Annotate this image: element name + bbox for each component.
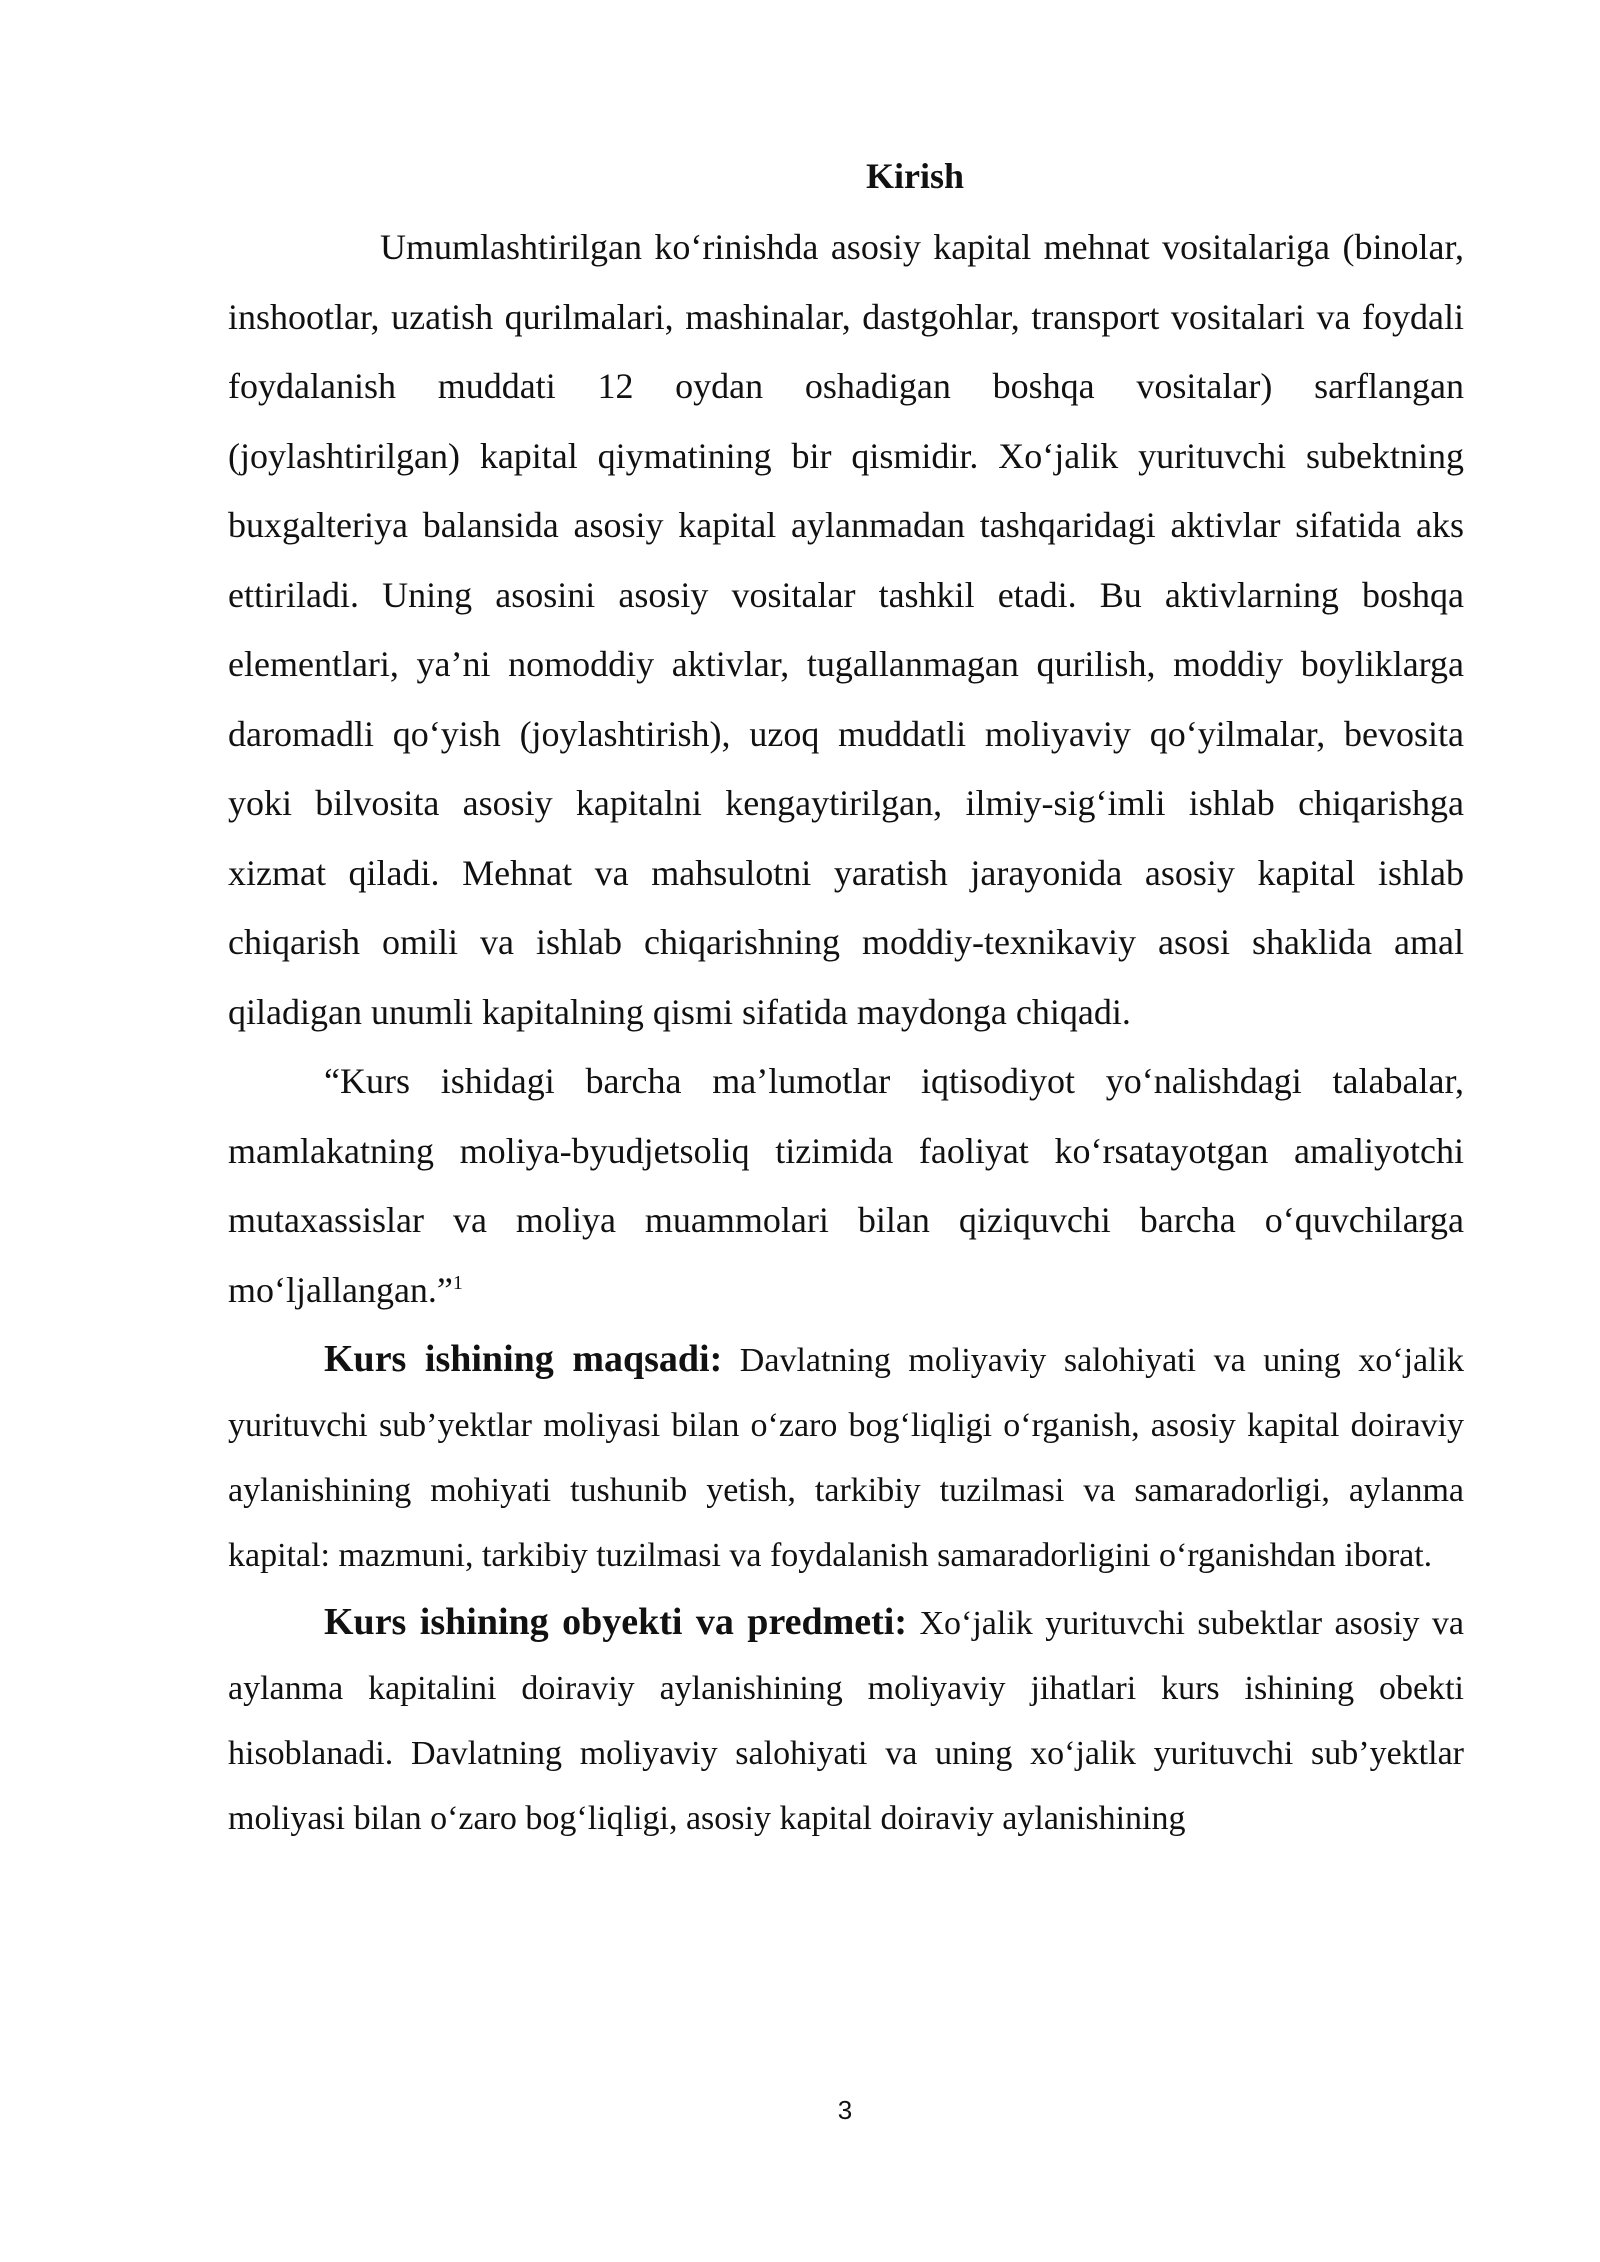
course-goal-text: Davlatning moliyaviy salohiyati va uning xoʻjalik yurituvchi sub’yektlar moliyasi bilan oʻzaro bogʻliqligi oʻrganish, asosiy kapital doiraviy aylanishining mohiyati tushunib yetish, tarkibiy tuzilmasi va samaradorligi, aylanma kapital: mazmuni, tarkibiy tuzilmasi va foydalanish samaradorligini oʻrganishdan iborat. <box>228 1342 1465 1574</box>
course-object-text: Xoʻjalik yurituvchi subektlar asosiy va aylanma kapitalini doiraviy aylanishining moliyaviy jihatlari kurs ishining obekti hisoblanadi. Davlatning moliyaviy salohiyati va uning xoʻjalik yurituvchi sub’yektlar moliyasi bilan oʻzaro bogʻliqligi, asosiy kapital doiraviy aylanishining <box>228 1605 1464 1837</box>
footnote-marker: 1 <box>452 1271 463 1294</box>
paragraph-course-object <box>228 1590 1464 1851</box>
paragraph-course-goal <box>228 1327 1464 1588</box>
section-title: Kirish <box>865 156 964 196</box>
quotation-text: “Kurs ishidagi barcha ma’lumotlar iqtisodiyot yoʻnalishdagi talabalar, mamlakatning moliya-byudjetsoliq tizimida faoliyat koʻrsatayotgan amaliyotchi mutaxassislar va moliya muammolari bilan qiziquvchi barcha oʻquvchilarga moʻljallangan.” <box>228 1061 1464 1310</box>
course-object-heading: Kurs ishining obyekti va predmeti: <box>324 1601 908 1643</box>
document-body <box>228 213 1464 1851</box>
paragraph-introduction: Umumlashtirilgan koʻrinishda asosiy kapital mehnat vositalariga (binolar, inshootlar, uzatish qurilmalari, mashinalar, dastgohlar, transport vositalari va foydali foydalanish muddati 12 oydan oshadigan boshqa vositalar) sarflangan (joylashtirilgan) kapital qiymatining bir qismidir. Xoʻjalik yurituvchi subektning buxgalteriya balansida asosiy kapital aylanmadan tashqaridagi aktivlar sifatida aks ettiriladi. Uning asosini asosiy vositalar tashkil etadi. Bu aktivlarning boshqa elementlari, ya’ni nomoddiy aktivlar, tugallanmagan qurilish, moddiy boyliklarga daromadli qoʻyish (joylashtirish), uzoq muddatli moliyaviy qoʻyilmalar, bevosita yoki bilvosita asosiy kapitalni kengaytirilgan, ilmiy-sigʻimli ishlab chiqarishga xizmat qiladi. Mehnat va mahsulotni yaratish jarayonida asosiy kapital ishlab chiqarish omili va ishlab chiqarishning moddiy-texnikaviy asosi shaklida amal qiladigan unumli kapitalning qismi sifatida maydonga chiqadi. <box>228 227 1464 1032</box>
paragraph-quotation <box>228 1047 1464 1325</box>
course-goal-heading: Kurs ishining maqsadi: <box>324 1338 723 1380</box>
page-number: 3 <box>837 2095 853 2125</box>
